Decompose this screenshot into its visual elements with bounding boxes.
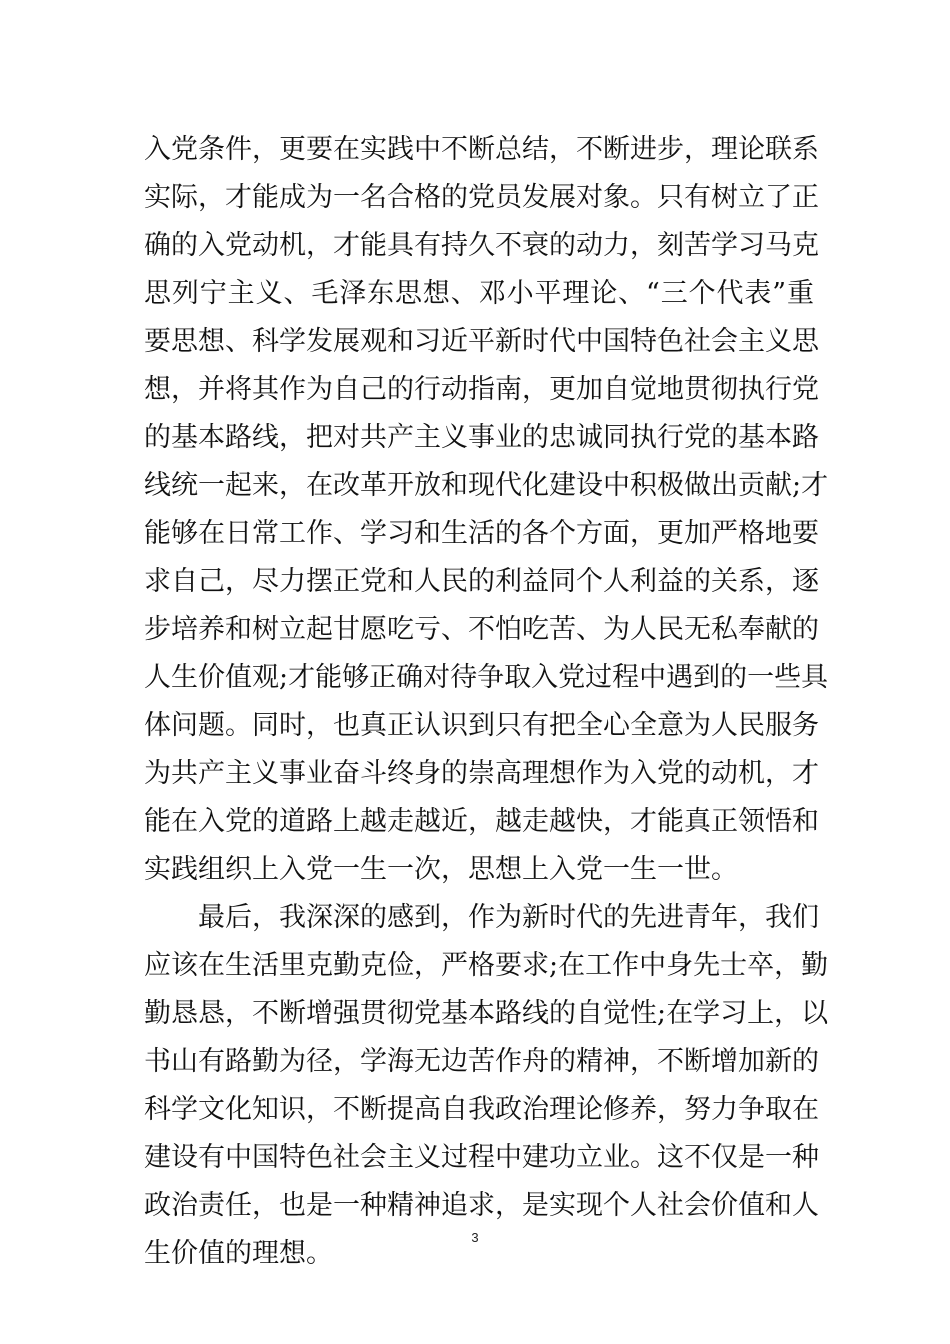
text-line: 为共产主义事业奋斗终身的崇高理想作为入党的动机，才 [144,758,819,789]
text-line: 实践组织上入党一生一次，思想上入党一生一世。 [144,854,738,885]
text-line: 人生价值观;才能够正确对待争取入党过程中遇到的一些具 [144,662,829,693]
text-line: 步培养和树立起甘愿吃亏、不怕吃苦、为人民无私奉献的 [144,614,819,645]
text-line: 能够在日常工作、学习和生活的各个方面，更加严格地要 [144,518,819,549]
text-line: 要思想、科学发展观和习近平新时代中国特色社会主义思 [144,326,819,357]
text-line: 想，并将其作为自己的行动指南，更加自觉地贯彻执行党 [144,374,819,405]
text-line: 勤恳恳，不断增强贯彻党基本路线的自觉性;在学习上，以 [144,998,829,1029]
paragraph-start-line: 最后，我深深的感到，作为新时代的先进青年，我们 [198,902,819,933]
body-text [144,126,829,1278]
text-line: 的基本路线，把对共产主义事业的忠诚同执行党的基本路 [144,422,819,453]
text-line: 入党条件，更要在实践中不断总结，不断进步，理论联系 [144,134,819,165]
text-line: 科学文化知识，不断提高自我政治理论修养，努力争取在 [144,1094,819,1125]
text-line: 生价值的理想。 [144,1238,333,1269]
text-line: 线统一起来，在改革开放和现代化建设中积极做出贡献;才 [144,470,829,501]
text-line: 实际，才能成为一名合格的党员发展对象。只有树立了正 [144,182,819,213]
text-line: 应该在生活里克勤克俭，严格要求;在工作中身先士卒，勤 [144,950,829,981]
text-line: 求自己，尽力摆正党和人民的利益同个人利益的关系，逐 [144,566,819,597]
text-line: 能在入党的道路上越走越近，越走越快，才能真正领悟和 [144,806,819,837]
text-line: 确的入党动机，才能具有持久不衰的动力，刻苦学习马克 [144,230,819,261]
text-line: 建设有中国特色社会主义过程中建功立业。这不仅是一种 [144,1142,819,1173]
text-line: 体问题。同时，也真正认识到只有把全心全意为人民服务 [144,710,819,741]
text-line: 书山有路勤为径，学海无边苦作舟的精神，不断增加新的 [144,1046,819,1077]
text-line: 思列宁主义、毛泽东思想、邓小平理论、“三个代表”重 [144,278,814,309]
page-number: 3 [471,1230,479,1245]
text-line: 政治责任，也是一种精神追求，是实现个人社会价值和人 [144,1190,819,1221]
